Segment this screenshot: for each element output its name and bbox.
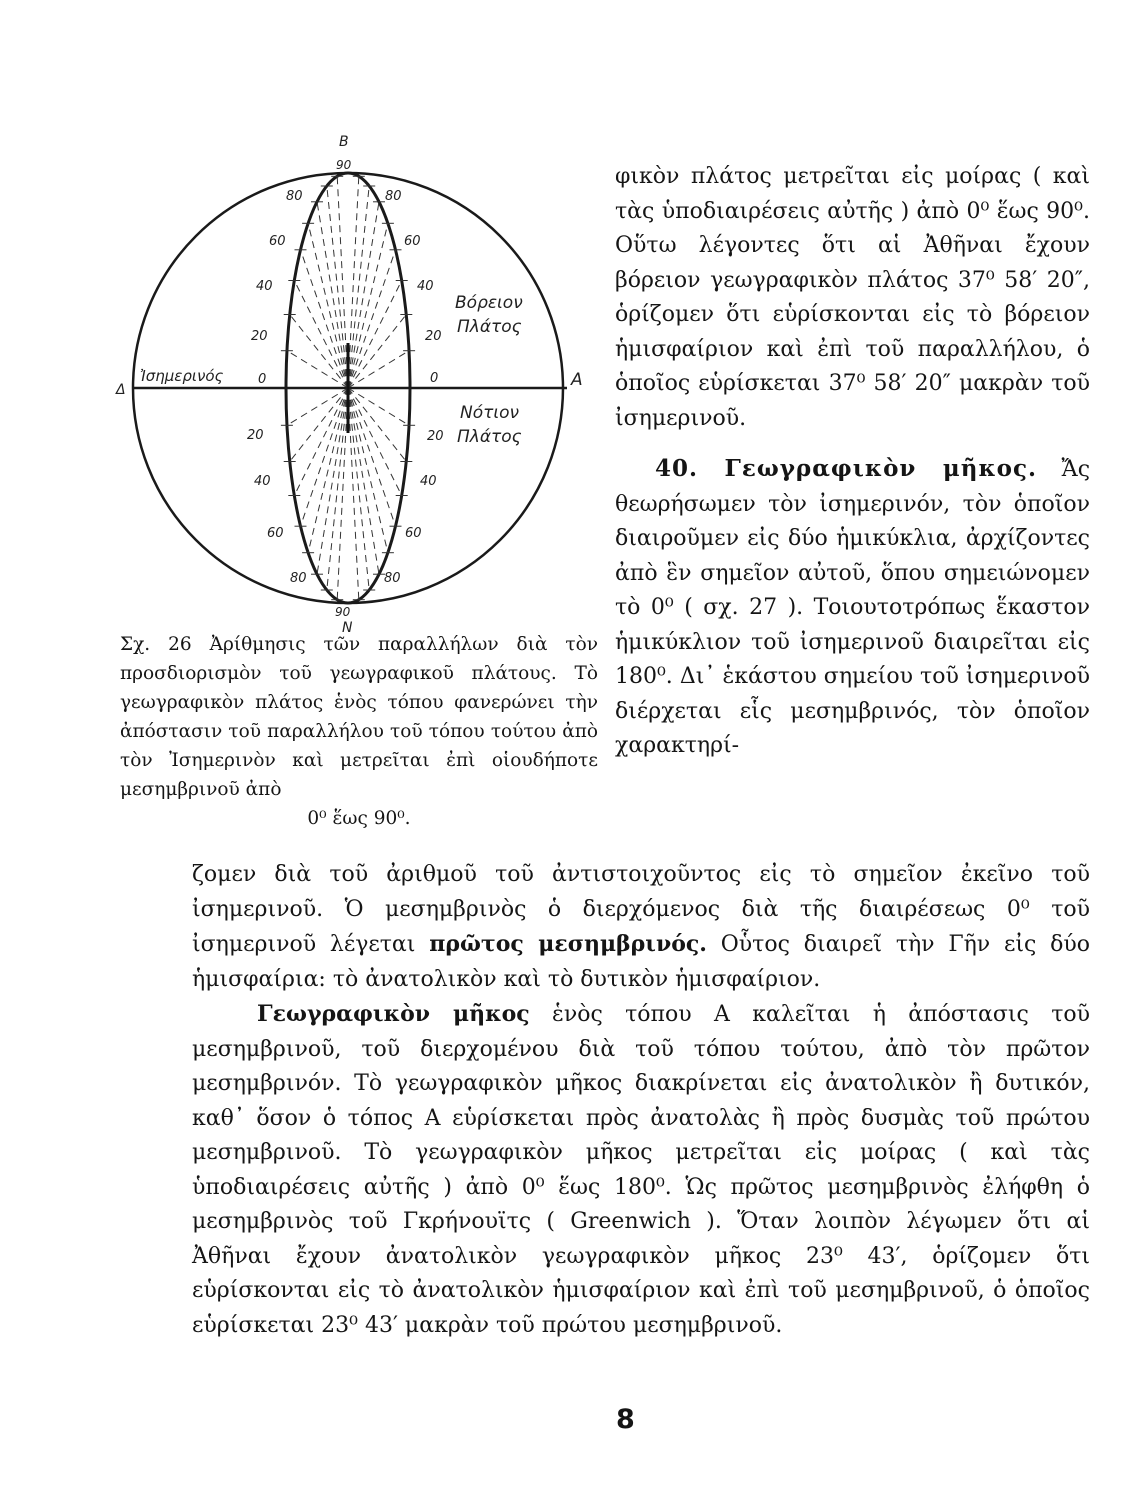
- latitude-ray: [348, 388, 396, 526]
- p1-bold-term: πρῶτος μεσημβρινός.: [429, 931, 707, 957]
- east-label: A: [571, 370, 583, 390]
- north-value-label: 90: [336, 158, 352, 172]
- north-lat-label-1: Βόρειον: [455, 293, 523, 313]
- tick-right-60s: 60: [405, 526, 422, 541]
- section-text: Ἄς θεωρήσωμεν τὸν ἰσημερινόν, τὸν ὁποῖον διαιροῦμεν εἰς δύο ἡμικύκλια, ἀρχίζοντες ἀπὸ ἓν σημεῖον αὐτοῦ, ὅπου σημειώνομεν τὸ 0⁰ ( σχ. 27 ). Τοιουτοτρόπως ἕκαστον ἡμικύκλιον τοῦ ἰσημερινοῦ διαιρεῖται εἰς 180⁰. Δι᾽ ἑκάστου σημείου τοῦ ἰσημερινοῦ διέρχεται εἷς μεσημβρινός, τὸν ὁποῖον χαρακτηρί-: [615, 457, 1091, 758]
- tick-right-40s: 40: [420, 474, 437, 489]
- latitude-ray: [348, 176, 359, 388]
- latitude-ray: [294, 281, 348, 389]
- p2-text: ἑνὸς τόπου Α καλεῖται ἡ ἀπόστασις τοῦ μεσημβρινοῦ, τοῦ διερχομένου διὰ τοῦ τόπου τούτου, ἀπὸ τὸν πρῶτον μεσημβρινόν. Τὸ γεωγραφικὸν μῆκος διακρίνεται εἰς ἀνατολικὸν ἢ δυτικόν, καθ᾽ ὅσον ὁ τόπος Α εὑρίσκεται πρὸς ἀνατολὰς ἢ πρὸς δυσμὰς τοῦ πρώτου μεσημβρινοῦ. Τὸ γεωγραφικὸν μῆκος μετρεῖται εἰς μοίρας ( καὶ τὰς ὑποδιαιρέσεις αὐτῆς ) ἀπὸ 0⁰ ἕως 180⁰. Ὡς πρῶτος μεσημβρινὸς ἐλήφθη ὁ μεσημβρινὸς τοῦ Γκρήνουϊτς ( Greenwich ). Ὅταν λοιπὸν λέγωμεν ὅτι αἱ Ἀθῆναι ἔχουν ἀνατολικὸν γεωγραφικὸν μῆκος 23⁰ 43′, ὁρίζομεν ὅτι εὑρίσκονται εἰς τὸ ἀνατολικὸν ἡμισφαίριον καὶ ἐπὶ τοῦ μεσημβρινοῦ, ὁ ὁποῖος εὑρίσκεται 23⁰ 43′ μακρὰν τοῦ πρώτου μεσημβρινοῦ.: [192, 1002, 1090, 1338]
- tick-right-20n: 20: [425, 329, 442, 344]
- latitude-ray: [348, 202, 379, 388]
- latitude-ray: [348, 223, 388, 388]
- figure-caption: [120, 630, 598, 833]
- tick-right-80n: 80: [385, 189, 402, 204]
- tick-left-60n: 60: [269, 234, 286, 249]
- p1-end: Οὗτος διαιρεῖ τὴν Γῆν εἰς δύο ἡμισφαίρια: τὸ ἀνατολικὸν καὶ τὸ δυτικὸν ἡμισφαίριον.: [192, 932, 1090, 992]
- caption-text: Σχ. 26 Ἀρίθμησις τῶν παραλλήλων διὰ τὸν προσδιορισμὸν τοῦ γεωγραφικοῦ πλάτους. Τὸ γεωγραφικὸν πλάτος ἑνὸς τόπου φανερώνει τὴν ἀπόστασιν τοῦ παραλλήλου τοῦ τόπου τούτου ἀπὸ τὸν Ἰσημερινὸν καὶ μετρεῖται ἐπὶ οἱουδήποτε μεσημβρινοῦ ἀπὸ: [120, 634, 598, 800]
- tick-right-20s: 20: [427, 429, 444, 444]
- caption-last-line: 0⁰ ἕως 90⁰.: [307, 808, 411, 829]
- right-column: [615, 160, 1090, 764]
- tick-left-80s: 80: [290, 571, 307, 586]
- tick-right-80s: 80: [384, 571, 401, 586]
- paragraph-longitude: [192, 997, 1090, 1343]
- latitude-ray: [348, 351, 409, 388]
- south-lat-label-2: Πλάτος: [457, 427, 522, 447]
- equator-label: Ἰσημερινός: [140, 367, 224, 385]
- tick-left-40n: 40: [256, 279, 273, 294]
- tick-left-60s: 60: [267, 526, 284, 541]
- latitude-ray: [337, 176, 348, 388]
- tick-left-20n: 20: [251, 329, 268, 344]
- section-heading: 40. Γεωγραφικὸν μῆκος.: [655, 455, 1038, 482]
- latitude-ray: [348, 250, 396, 388]
- south-value-label: 90: [335, 605, 351, 619]
- tick-right-40n: 40: [417, 279, 434, 294]
- south-lat-label-1: Νότιον: [460, 403, 520, 423]
- tick-left-20s: 20: [247, 428, 264, 443]
- north-pole-label: B: [339, 134, 349, 150]
- latitude-ray: [327, 186, 348, 388]
- latitude-ray: [348, 388, 409, 425]
- tick-right-0: 0: [430, 371, 439, 386]
- p2-bold-term: Γεωγραφικὸν μῆκος: [257, 1001, 530, 1027]
- latitude-paragraph: φικὸν πλάτος μετρεῖται εἰς μοίρας ( καὶ τὰς ὑποδιαιρέσεις αὐτῆς ) ἀπὸ 0⁰ ἕως 90⁰. Οὕτω λέγοντες ὅτι αἱ Ἀθῆναι ἔχουν βόρειον γεωγραφικὸν πλάτος 37⁰ 58′ 20″, ὁρίζομεν ὅτι εὑρίσκονται εἰς τὸ βόρειον ἡμισφαίριον καὶ ἐπὶ τοῦ παραλλήλου, ὁ ὁποῖος εὑρίσκεται 37⁰ 58′ 20″ μακρὰν τοῦ ἰσημερινοῦ.: [615, 164, 1090, 431]
- latitude-ray: [348, 388, 388, 553]
- latitude-ray: [348, 388, 359, 600]
- latitude-ray: [294, 388, 348, 496]
- latitude-ray: [348, 388, 379, 574]
- south-pole-label: N: [342, 620, 353, 636]
- latitude-ray: [301, 250, 349, 388]
- west-label: Δ: [116, 382, 126, 398]
- latitude-ray: [348, 281, 402, 389]
- latitude-ray: [337, 388, 348, 600]
- latitude-ray: [348, 388, 369, 590]
- p1-start: ζομεν διὰ τοῦ ἀριθμοῦ τοῦ ἀντιστοιχοῦντος εἰς τὸ σημεῖον ἐκεῖνο τοῦ ἰσημερινοῦ. Ὁ μεσημβρινὸς ὁ διερχόμενος διὰ τῆς διαιρέσεως 0⁰ τοῦ ἰσημερινοῦ λέγεται: [192, 862, 1090, 957]
- latitude-ray: [327, 388, 348, 590]
- tick-left-40s: 40: [254, 474, 271, 489]
- latitude-ray: [301, 388, 349, 526]
- latitude-ray: [348, 388, 402, 496]
- page-number: 8: [616, 1404, 635, 1435]
- tick-right-60n: 60: [404, 234, 421, 249]
- latitude-ray: [287, 351, 348, 388]
- section-40-paragraph: [615, 452, 1090, 764]
- full-width-text: [192, 858, 1090, 1343]
- tick-left-0: 0: [258, 372, 267, 387]
- latitude-ray: [317, 388, 348, 574]
- north-lat-label-2: Πλάτος: [457, 317, 522, 337]
- latitude-ray: [308, 388, 348, 553]
- latitude-ray: [287, 388, 348, 425]
- latitude-ray: [308, 223, 348, 388]
- paragraph-prime-meridian: [192, 858, 1090, 997]
- globe-diagram: [112, 132, 602, 642]
- tick-left-80n: 80: [286, 189, 303, 204]
- globe-latitude-figure: [112, 132, 602, 642]
- latitude-ray: [348, 186, 369, 388]
- latitude-ray: [317, 202, 348, 388]
